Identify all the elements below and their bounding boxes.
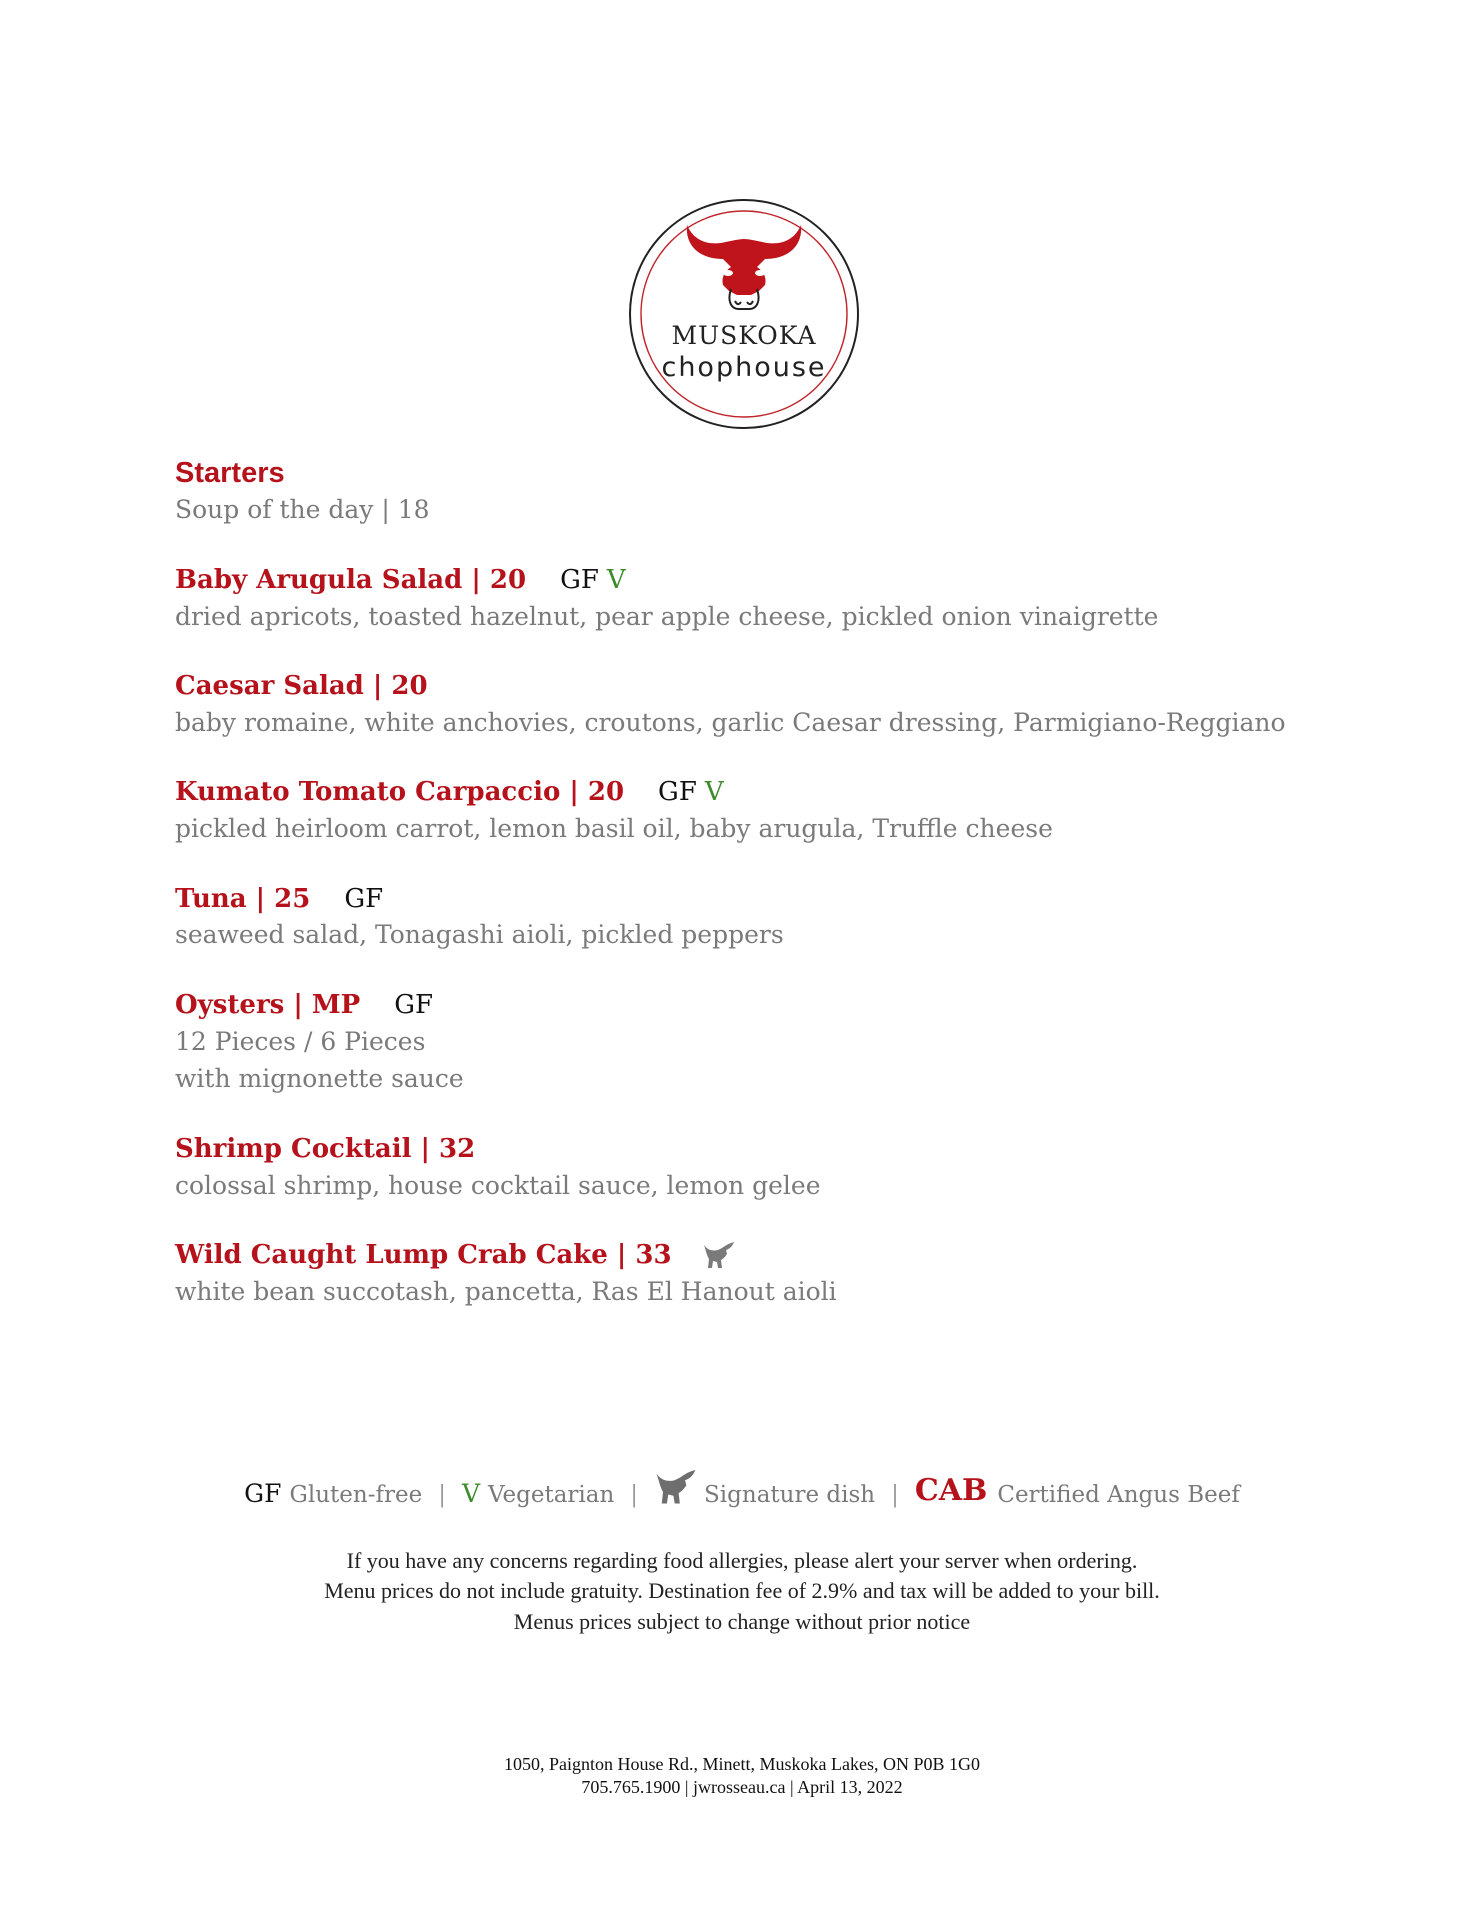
item-description: white bean succotash, pancetta, Ras El Hanout aioli — [175, 1276, 837, 1306]
item-description: pickled heirloom carrot, lemon basil oil, baby arugula, Truffle cheese — [175, 814, 1053, 844]
item-name: Caesar Salad | 20 — [175, 671, 428, 702]
gf-tag: GF — [560, 564, 599, 595]
item-name-plain: Soup of the day | 18 — [175, 495, 430, 525]
v-tag: V — [606, 564, 626, 595]
item-name: Shrimp Cocktail | 32 — [175, 1133, 476, 1164]
legend-gf-key: GF — [244, 1479, 282, 1508]
menu-item — [175, 989, 1355, 1098]
note-line: Menus prices subject to change without prior notice — [513, 1608, 971, 1634]
item-description: 12 Pieces / 6 Pieces — [175, 1026, 426, 1056]
item-description: dried apricots, toasted hazelnut, pear apple cheese, pickled onion vinaigrette — [175, 601, 1159, 631]
legend-gf-label: Gluten-free — [289, 1482, 423, 1508]
item-description: baby romaine, white anchovies, croutons, garlic Caesar dressing, Parmigiano-Reggiano — [175, 707, 1286, 737]
muskoka-chophouse-logo — [627, 197, 861, 431]
legend-v-label: Vegetarian — [488, 1482, 615, 1508]
bull-head-icon — [687, 225, 801, 295]
legend — [0, 1468, 1484, 1508]
allergy-notes — [0, 1546, 1484, 1637]
gf-tag: GF — [394, 989, 433, 1020]
legend-separator: | — [630, 1482, 639, 1508]
menu-item — [175, 776, 1355, 847]
note-line: Menu prices do not include gratuity. Destination fee of 2.9% and tax will be added to your bill. — [324, 1578, 1160, 1604]
starters-section — [175, 455, 1355, 1310]
bull-signature-icon — [654, 1468, 698, 1508]
menu-item — [175, 1133, 1355, 1204]
footer-contact: 705.765.1900 | jwrosseau.ca | April 13, 2022 — [581, 1776, 903, 1797]
item-name: Wild Caught Lump Crab Cake | 33 — [175, 1240, 672, 1271]
bull-signature-icon — [702, 1241, 736, 1271]
menu-item — [175, 883, 1355, 954]
legend-cab-label: Certified Angus Beef — [997, 1482, 1240, 1508]
item-name: Oysters | MP — [175, 989, 361, 1020]
menu-item — [175, 1239, 1355, 1310]
legend-v-key: V — [461, 1479, 481, 1508]
section-title: Starters — [175, 457, 285, 489]
legend-separator: | — [891, 1482, 899, 1508]
footer — [0, 1753, 1484, 1798]
item-name: Baby Arugula Salad | 20 — [175, 564, 527, 595]
legend-separator: | — [438, 1482, 446, 1508]
v-tag: V — [704, 777, 724, 808]
note-line: If you have any concerns regarding food allergies, please alert your server when ordering. — [346, 1548, 1138, 1573]
footer-address: 1050, Paignton House Rd., Minett, Muskoka Lakes, ON P0B 1G0 — [504, 1754, 980, 1774]
menu-item — [175, 491, 1355, 529]
item-description: seaweed salad, Tonagashi aioli, pickled peppers — [175, 920, 784, 950]
menu-item — [175, 564, 1355, 635]
item-description: colossal shrimp, house cocktail sauce, lemon gelee — [175, 1170, 821, 1200]
legend-sig-label: Signature dish — [704, 1482, 876, 1508]
gf-tag: GF — [344, 883, 384, 914]
logo-line2: chophouse — [661, 352, 827, 383]
item-name: Kumato Tomato Carpaccio | 20 — [175, 777, 625, 808]
logo-line1: MUSKOKA — [671, 321, 817, 350]
item-name: Tuna | 25 — [175, 883, 311, 914]
item-description-2: with mignonette sauce — [175, 1064, 464, 1094]
menu-item — [175, 670, 1355, 741]
legend-cab-key: CAB — [914, 1473, 988, 1508]
gf-tag: GF — [658, 777, 697, 808]
